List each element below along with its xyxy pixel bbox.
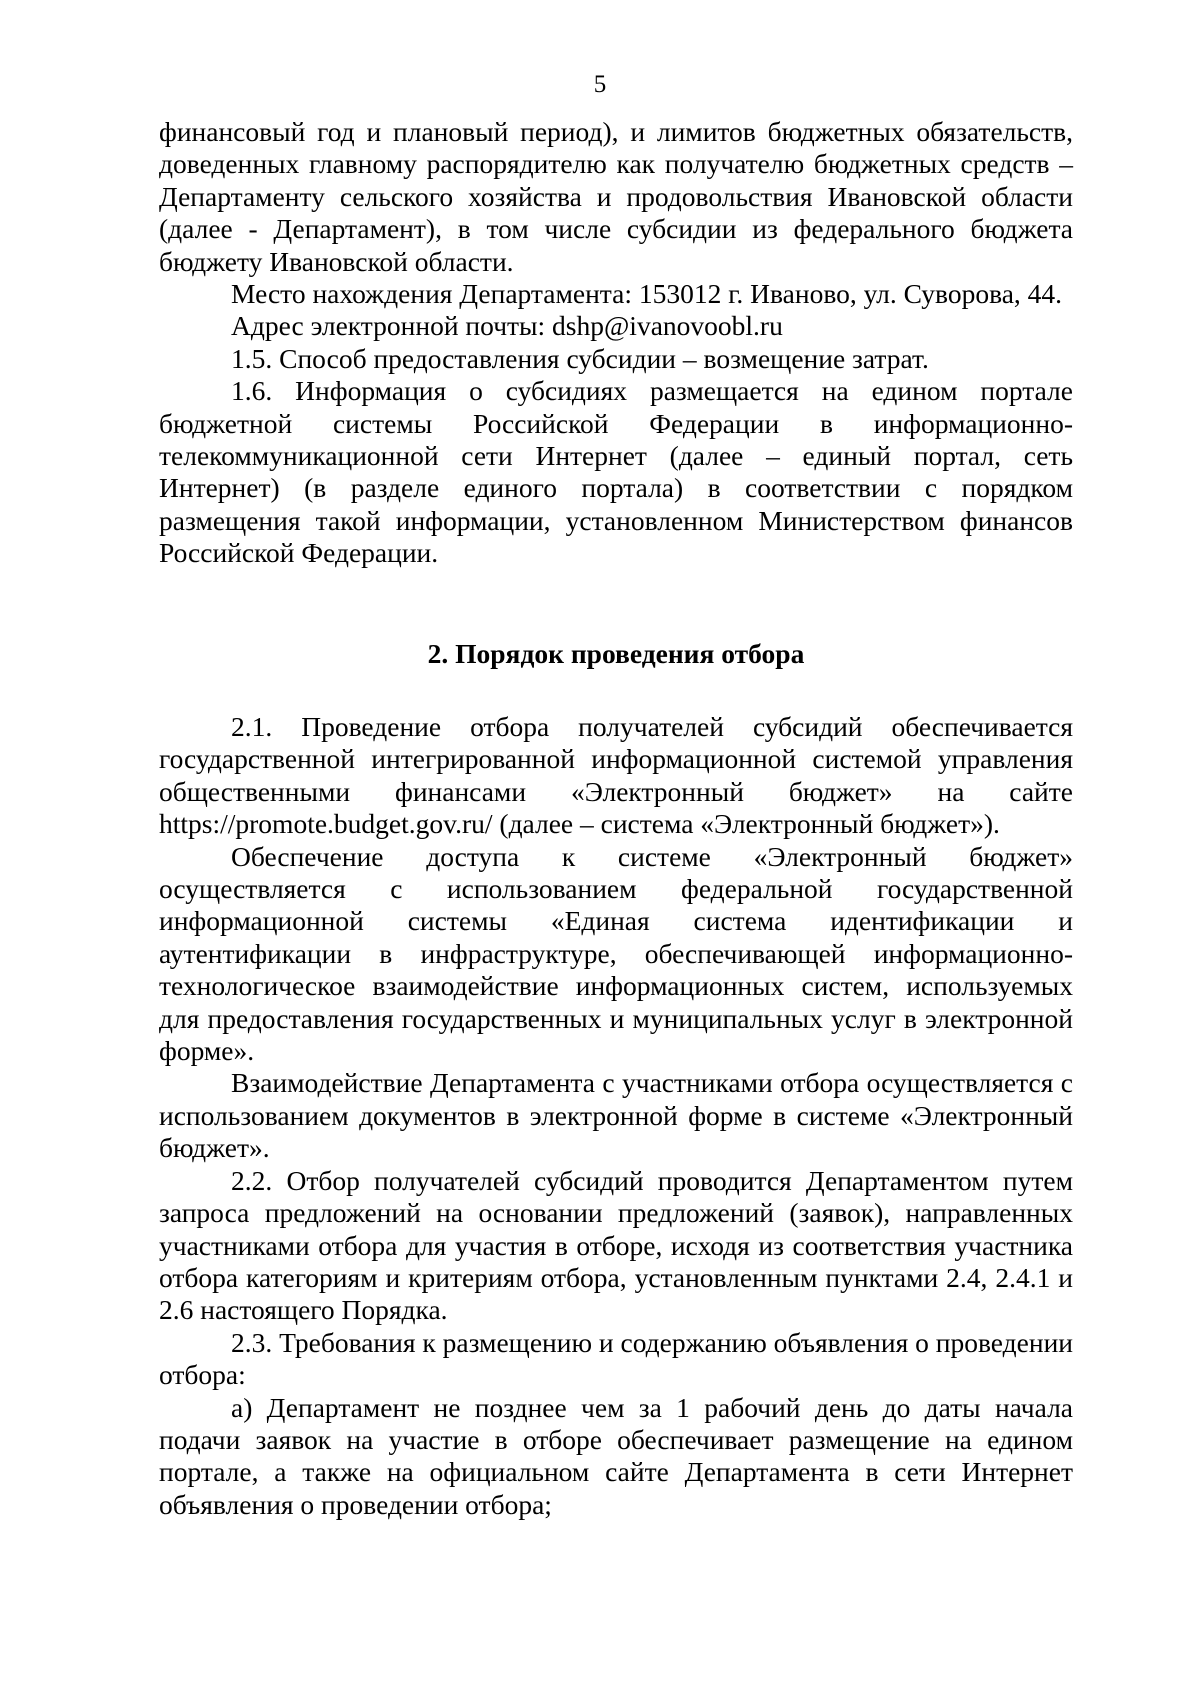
paragraph-department-email: Адрес электронной почты: dshp@ivanovoobl.ru: [231, 310, 783, 342]
paragraph-2-2-selection-procedure: 2.2. Отбор получателей субсидий проводится Департаментом путем запроса предложений на основании предложений (заявок), направленных участниками отбора для участия в отборе, исходя из соответствия участника отбора категориям и критериям отбора, установленным пунктами 2.4, 2.4.1 и 2.6 настоящего Порядка.: [159, 1164, 1073, 1326]
paragraph-limits-continuation: финансовый год и плановый период), и лимитов бюджетных обязательств, доведенных главному распорядителю как получателю бюджетных средств – Департаменту сельского хозяйства и продовольствия Ивановской области (далее - Департамент), в том числе субсидии из федерального бюджета бюджету Ивановской области.: [159, 116, 1073, 277]
paragraph-participant-interaction: Взаимодействие Департамента с участниками отбора осуществляется с использованием документов в электронной форме в системе «Электронный бюджет».: [159, 1067, 1073, 1164]
paragraph-department-location: Место нахождения Департамента: 153012 г. Иваново, ул. Суворова, 44.: [231, 278, 1063, 310]
text-block-section-2: [159, 711, 1073, 1521]
text-block-section-1: [159, 116, 1073, 570]
paragraph-2-3-announcement-requirements: 2.3. Требования к размещению и содержанию объявления о проведении отбора:: [159, 1326, 1073, 1391]
paragraph-electronic-budget-access: Обеспечение доступа к системе «Электронный бюджет» осуществляется с использованием федеральной государственной информационной системы «Единая система идентификации и аутентификации в инфраструктуре, обеспечивающей информационно-технологическое взаимодействие информационных систем, используемых для предоставления государственных и муниципальных услуг в электронной форме».: [159, 840, 1073, 1067]
paragraph-2-3-a-announcement-placement: а) Департамент не позднее чем за 1 рабочий день до даты начала подачи заявок на участие в отборе обеспечивает размещение на едином портале, а также на официальном сайте Департамента в сети Интернет объявления о проведении отбора;: [159, 1391, 1073, 1520]
paragraph-1-6-subsidy-information: 1.6. Информация о субсидиях размещается на едином портале бюджетной системы Российской Федерации в информационно-телекоммуникационной сети Интернет (далее – единый портал, сеть Интернет) (в разделе единого портала) в соответствии с порядком размещения такой информации, установленном Министерством финансов Российской Федерации.: [159, 375, 1073, 569]
section-2-heading: 2. Порядок проведения отбора: [427, 638, 805, 669]
paragraph-2-1-selection-system: 2.1. Проведение отбора получателей субсидий обеспечивается государственной интегрированной информационной системой управления общественными финансами «Электронный бюджет» на сайте https://promote.budget.gov.ru/ (далее – система «Электронный бюджет»).: [159, 711, 1073, 840]
paragraph-1-5-subsidy-method: 1.5. Способ предоставления субсидии – возмещение затрат.: [231, 342, 929, 374]
page-number: 5: [593, 71, 607, 98]
